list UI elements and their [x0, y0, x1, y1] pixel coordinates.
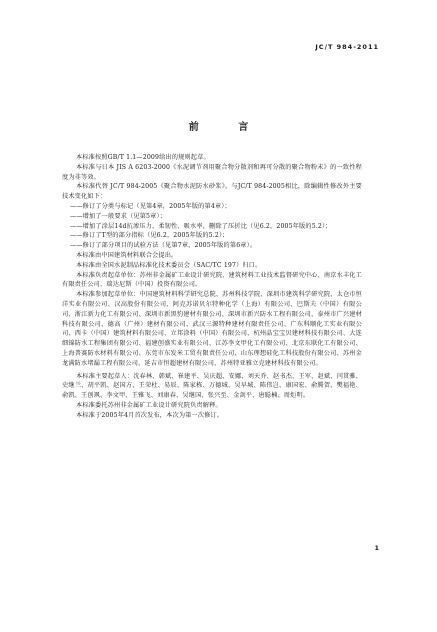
list-item: ——增加了涂层14d抗渗压力、柔韧性、吸水率，删除了压折比（见6.2，2005年版的5.2）；	[70, 222, 332, 230]
list-item: ——修订了分类与标记（见第4章，2005年版的第4章）；	[70, 202, 231, 210]
standard-number: JC/T 984-2011	[315, 43, 379, 51]
paragraph-interpretation: 本标准委托苏州非金属矿工业设计研究院负责解释。	[76, 401, 222, 409]
page-number: 1	[374, 544, 379, 552]
paragraph-lead-drafters: 本标准负责起草单位：苏州非金属矿工业设计研究院、建筑材料工业技术监督研究中心、南京水丰化工有限责任公司、瑞达尼斯（中国）投资有限公司。	[62, 271, 362, 289]
document-body	[62, 153, 362, 421]
paragraph-participating-drafters: 本标准参加起草单位：中国建筑材料科学研究总院、苏州科技学院、深圳市建筑科学研究院、太仓市恒洋实业有限公司、汉高股份有限公司、阿克苏诺贝尔特种化学（上海）有限公司、巴斯夫（中国）有限公司、浙江新力化工有限公司、深圳市新黑豹建材有限公司、深圳市新兴防水工程有限公司、泰州市广兴建材科技有限公司、德高（广州）建材有限公司、武汉三源特种建材有限责任公司、广东科顺化工实业有限公司、西卡（中国）建筑材料有限公司、立邦涂料（中国）有限公司、杭州晶宝宝贝建材科技有限公司、大连细锦防水工程集团有限公司、福建创盛实业有限公司、江苏李文甲化工有限公司、北京东联化工有限公司、上海普赛防水材料有限公司、东莞市东发米工贸有限责任公司、山东理想硅化工科技股份有限公司、苏州金龙满防水堵漏工程有限公司、延吉市恒超建材有限公司、苏州特亚雅立克建材科技有限公司。	[62, 291, 362, 367]
paragraph-proposed-by: 本标准由中国建筑材料联合会提出。	[76, 251, 178, 259]
page-title: 前 言	[188, 122, 267, 133]
paragraph-replaces: 本标准代替 JC/T 984-2005《聚合物水泥防水砂浆》。与JC/T 984-2005相比，除编辑性修改外主要技术变化如下：	[62, 183, 362, 201]
paragraph-jis-relation: 本标准与日本 JIS A 6203-2000《水泥调节剂用聚合物分散剂和再可分散的聚合物粉末》的一致性程度为非等效。	[62, 163, 362, 181]
technical-changes-list	[62, 202, 362, 251]
paragraph-release-history: 本标准于2005年4月首次发布，本次为第一次修订。	[76, 411, 224, 419]
paragraph-administered-by: 本标准由全国水泥制品标准化技术委员会（SAC/TC 197）归口。	[76, 261, 262, 269]
list-item: ——增加了一般要求（见第5章）；	[70, 212, 167, 220]
list-item: ——修订了部分项目的试验方法（见第7章，2005年版的第6章）。	[70, 242, 257, 250]
paragraph-drafting-rules: 本标准按照GB/T 1.1—2009给出的规则起草。	[76, 154, 210, 161]
paragraph-main-authors: 本标准主要起草人：沈春林、韩斌、崔建平、吴庆超、安娜、刘天乔、赵书杰、王军、赵斌、闫贯雅、史继兰、胡平凯、赵国方、王荣杜、易辰、陈家栋、万德城、吴早城、陈伟岂、康国宏、俞腾贺、樊福艳、俞凯、王创飒、李文甲、王雅飞、刘康春、吴继国、张兴至、金剑平、唐聪楠、周炬明。	[62, 372, 362, 400]
list-item: ——修订了T型的部分指标（见6.2，2005年版的5.2）；	[70, 232, 229, 240]
